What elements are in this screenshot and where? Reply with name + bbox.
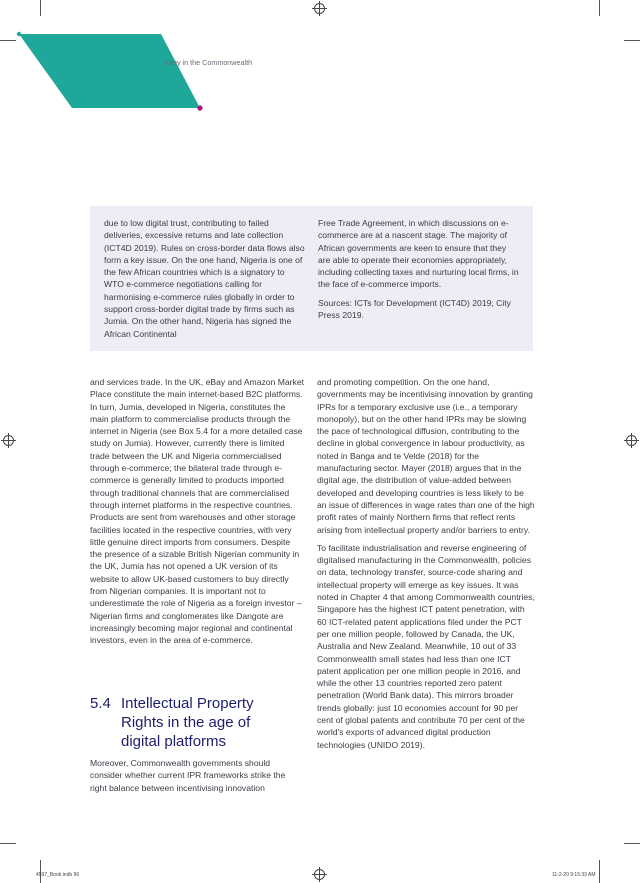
header-accent-parallelogram — [15, 30, 205, 112]
body-paragraph: To facilitate industrialisation and reverse engineering of digitalised manufacturing in the Commonwealth, policies on data, technology transfer, source-code sharing and intellectual property will emerge as key issues. It was noted in Chapter 4 that among Commonwealth countries, Singapore has the highest ICT patent penetration, with 60 ICT-related patent applications filed under the PCT per one million people, followed by Canada, the UK, Australia and New Zealand. Meanwhile, 10 out of 33 Commonwealth small states had less than one ICT patent application per one million people in 2016, and while the other 13 countries reported zero patent penetration (World Bank data). This mirrors broader trends globally: just 10 economies account for 90 per cent of global patents and contribute 70 per cent of the world's exports of advanced digital production technologies (UNIDO 2019). — [317, 542, 535, 750]
section-title: Intellectual Property Rights in the age of digital platforms — [121, 695, 254, 750]
registration-mark-icon — [314, 869, 325, 880]
crop-mark — [0, 843, 16, 844]
box-paragraph: Free Trade Agreement, in which discussions on e-commerce are at a nascent stage. The majority of African governments are keen to ensure that they are able to operate their economies appropriately, including collecting taxes and nurturing local firms, in the face of e-commerce imports. — [318, 218, 519, 290]
body-paragraph: and promoting competition. On the one hand, governments may be incentivising innovation by granting IPRs for a temporary exclusive use (i.e., a temporary monopoly), but on the other hand IPRs may be slowing the pace of technological diffusion, contributing to the decline in global convergence in labour productivity, as noted in Banga and te Velde (2018) for the manufacturing sector. Mayer (2018) argues that in the digital age, the distribution of value-added between developed and developing countries is less likely to be an issue of differences in wage rates than one of the high profit rates of mainly Northern firms that reflect rents arising from intellectual property and/or barriers to entry. — [317, 377, 535, 535]
body-paragraph: Moreover, Commonwealth governments should consider whether current IPR frameworks strike the right balance between incentivising innovation — [90, 758, 286, 793]
running-head: nomy in the Commonwealth — [163, 58, 253, 67]
slug-timestamp: 11-2-20 9:15:33 AM — [552, 872, 596, 878]
body-column-left-lower — [90, 757, 304, 800]
box-column-left — [104, 217, 306, 346]
crop-mark — [599, 860, 600, 883]
registration-mark-icon — [314, 3, 325, 14]
crop-mark — [599, 0, 600, 16]
crop-mark — [624, 843, 640, 844]
box-sources: Sources: ICTs for Development (ICT4D) 2019; City Press 2019. — [318, 297, 511, 321]
slug-file: 4597_Book.indb 96 — [36, 872, 80, 878]
body-column-left — [90, 376, 304, 653]
body-column-right — [317, 376, 535, 757]
crop-mark — [0, 40, 16, 41]
section-number: 5.4 — [90, 695, 111, 712]
registration-mark-icon — [626, 435, 637, 446]
crop-mark — [624, 40, 640, 41]
body-paragraph: and services trade. In the UK, eBay and Amazon Market Place constitute the main internet-based B2C platforms. In turn, Jumia, developed in Nigeria, constitutes the main platform to commercialise products through the internet in Nigeria (see Box 5.4 for a more detailed case study on Jumia). However, currently there is limited trade between the UK and Nigeria commercialised through e-commerce; the bilateral trade through e-commerce is generally limited to products imported through traditional channels that are commercialised through internet platforms in the respective countries. Products are sent from warehouses and other storage facilities located in the respective countries, with very little genuine direct imports from consumers. Despite the presence of a sizable British Nigerian community in the UK, Jumia has not opened a UK version of its website to allow UK-based customers to buy directly from Nigerian companies. It is important not to underestimate the role of Nigeria as a foreign investor – Nigerian firms and conglomerates like Dangote are increasingly becoming major regional and continental investors, even in the area of e-commerce. — [90, 377, 304, 646]
registration-mark-icon — [3, 435, 14, 446]
box-paragraph: due to low digital trust, contributing to failed deliveries, excessive returns and late collection (ICT4D 2019). Rules on cross-border data flows also form a key issue. On the one hand, Nigeria is one of the few African countries which is a signatory to WTO e-commerce negotiations calling for harmonising e-commerce rules globally in order to support cross-border digital trade by firms such as Jumia. On the other hand, Nigeria has signed the African Continental — [104, 218, 305, 339]
crop-mark — [40, 0, 41, 16]
box-column-right — [318, 217, 520, 327]
